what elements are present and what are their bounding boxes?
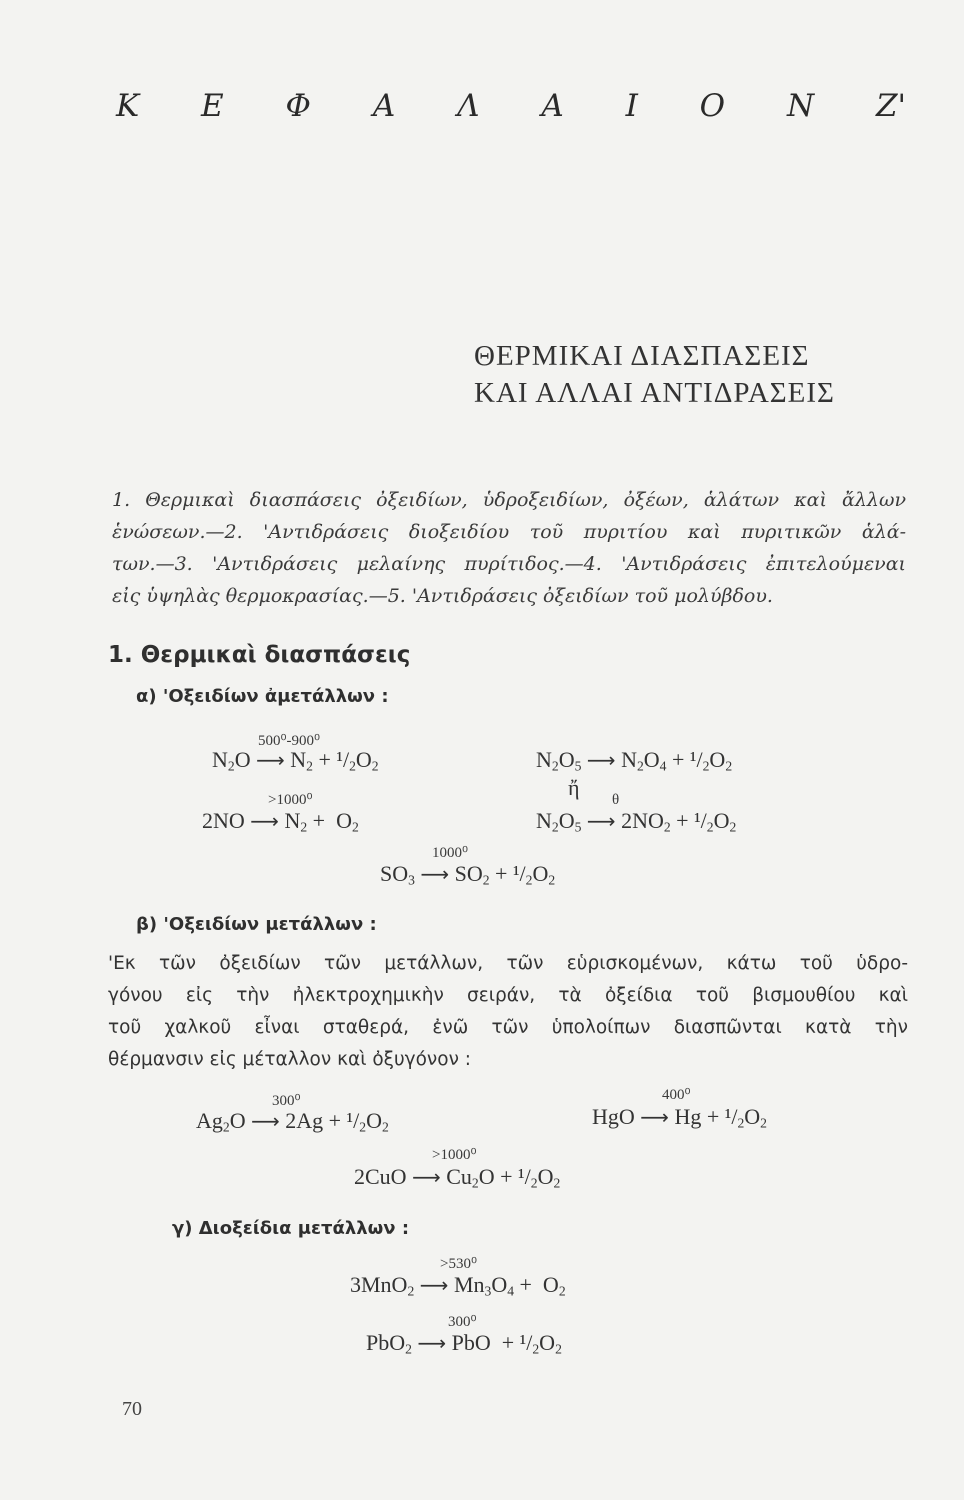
paragraph-line: 'Εκ τῶν ὀξειδίων τῶν μετάλλων, τῶν εὑρισκομένων, κάτω τοῦ ὑδρο-	[108, 953, 908, 974]
chapter-heading	[116, 88, 906, 124]
reaction-n2o5: $N_2O_5$ ⟶ $N_2O_4 + ^1/_2O_2$	[536, 747, 733, 774]
reaction-n2o5-heat: $N_2O_5$ ⟶ $2NO_2 + ^1/_2O_2$	[536, 808, 737, 835]
condition-label: >1000⁰	[432, 1147, 477, 1163]
body-paragraph	[108, 948, 908, 1076]
condition-label: 400⁰	[662, 1087, 691, 1103]
reaction-mno2: 3MnO$_2$ ⟶ $Mn_3O_4 + O_2$	[350, 1272, 566, 1299]
section-title: 1. Θερμικαὶ διασπάσεις	[108, 642, 411, 668]
reaction-cuo: 2CuO ⟶ $Cu_2O + ^1/_2O_2$	[354, 1164, 561, 1191]
summary-line: των.—3. 'Αντιδράσεις μελαίνης πυρίτιδος.—4. 'Αντιδράσεις ἐπιτελούμεναι	[112, 553, 906, 575]
chapter-title-line2: ΚΑΙ ΑΛΛΑΙ ΑΝΤΙΔΡΑΣΕΙΣ	[474, 377, 835, 409]
chapter-letter: Φ	[285, 88, 311, 124]
reaction-hgo: HgO ⟶ $Hg + ^1/_2O_2$	[592, 1104, 767, 1131]
condition-label: >530⁰	[440, 1256, 477, 1272]
chapter-letter: Α	[372, 88, 396, 124]
paragraph-line: θέρμανσιν εἰς μέταλλον καὶ ὀξυγόνον :	[108, 1049, 472, 1070]
reaction-pbo2: PbO$_2$ ⟶ PbO + $^1/_2O_2$	[366, 1330, 562, 1357]
subsection-c-title: γ) Διοξείδια μετάλλων :	[172, 1218, 410, 1239]
summary-line: 1. Θερμικαὶ διασπάσεις ὀξειδίων, ὑδροξειδίων, ὀξέων, ἁλάτων καὶ ἄλλων	[112, 489, 906, 511]
summary-line: ἑνώσεων.—2. 'Αντιδράσεις διοξειδίου τοῦ πυριτίου καὶ πυριτικῶν ἁλά-	[112, 521, 906, 543]
chapter-summary	[112, 484, 906, 612]
or-word: ἤ	[568, 775, 580, 800]
paragraph-line: γόνου εἰς τὴν ἠλεκτροχημικὴν σειράν, τὰ ὀξείδια τοῦ βισμουθίου καὶ	[108, 985, 908, 1006]
chapter-letter: Ι	[625, 88, 638, 124]
condition-label: 300⁰	[272, 1093, 301, 1109]
condition-label: 500⁰-900⁰	[258, 733, 321, 749]
reaction-so3: $SO_3$ ⟶ $SO_2 + ^1/_2O_2$	[380, 861, 556, 888]
reaction-no: 2NO ⟶ $N_2 + O_2$	[202, 808, 359, 835]
chapter-letter: Ζ'	[875, 88, 906, 124]
subsection-a-title: α) 'Οξειδίων ἀμετάλλων :	[136, 686, 389, 707]
condition-label: θ	[612, 792, 620, 808]
subsection-b-title: β) 'Οξειδίων μετάλλων :	[136, 914, 377, 935]
condition-label: >1000⁰	[268, 792, 313, 808]
chapter-letter: Α	[541, 88, 564, 124]
chapter-letter: Κ	[116, 88, 140, 124]
chapter-letter: Ο	[699, 88, 726, 124]
chapter-letter: Ν	[786, 88, 815, 124]
condition-label: 300⁰	[448, 1314, 477, 1330]
chapter-letter: Λ	[457, 88, 480, 124]
summary-line: εἰς ὑψηλὰς θερμοκρασίας.—5. 'Αντιδράσεις ὀξειδίων τοῦ μολύβδου.	[112, 585, 773, 607]
page-number: 70	[122, 1398, 142, 1420]
reaction-ag2o: $Ag_2O$ ⟶ $2Ag + ^1/_2O_2$	[196, 1108, 389, 1135]
paragraph-line: τοῦ χαλκοῦ εἶναι σταθερά, ἐνῶ τῶν ὑπολοίπων διασπῶνται κατὰ τὴν	[108, 1017, 908, 1038]
chapter-letter: Ε	[201, 88, 224, 124]
condition-label: 1000⁰	[432, 845, 469, 861]
chapter-title-line1: ΘΕΡΜΙΚΑΙ ΔΙΑΣΠΑΣΕΙΣ	[474, 340, 810, 372]
reaction-n2o: $N_2O$ ⟶ $N_2 + ^1/_2O_2$	[212, 747, 379, 774]
